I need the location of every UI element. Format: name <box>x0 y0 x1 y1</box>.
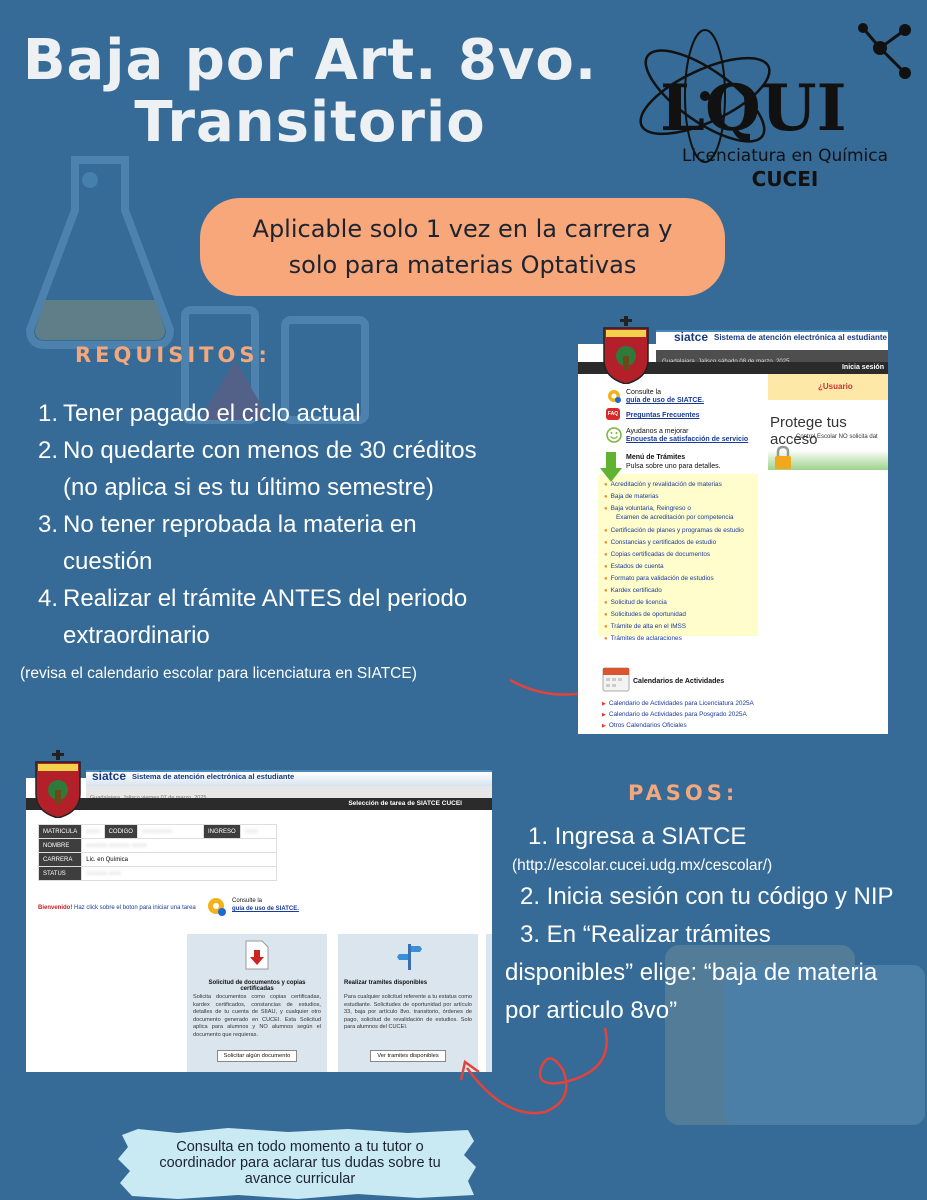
smiley-icon <box>606 427 622 443</box>
calendar-link[interactable]: ▶ Calendario de Actividades para Posgrado 2025A <box>602 710 747 720</box>
requirement-text: No tener reprobada la materia en <box>63 511 417 538</box>
student-info-table: MATRICULA 0000 CODIGO 000000000 INGRESO 0000 NOMBRE xxxxxxx xxxxxxx xxxxx CARRERA Lic. en Química STATUS xxxxxxx xxxx <box>38 824 277 881</box>
siatce-home-screenshot <box>578 306 888 734</box>
menu-item[interactable]: ● Baja de materias <box>604 492 659 502</box>
guide-link[interactable]: guía de uso de SIATCE. <box>232 906 299 912</box>
flask-decoration-icon <box>20 150 180 350</box>
tutor-note <box>140 1139 460 1187</box>
faq-icon <box>606 408 620 420</box>
siatce-logo: siatce <box>92 769 127 783</box>
menu-item[interactable]: ● Constancias y certificados de estudio <box>604 538 716 548</box>
title-line-2: Transitorio <box>134 90 486 155</box>
siatce-url: (http://escolar.cucei.udg.mx/cescolar/) <box>512 857 773 874</box>
requirement-text: extraordinario <box>63 622 210 649</box>
requirements-heading: REQUISITOS: <box>75 343 271 367</box>
requirement-text: No quedarte con menos de 30 créditos <box>63 437 477 464</box>
protect-heading: Protege tus acceso <box>770 414 847 448</box>
guide-link[interactable]: guía de uso de SIATCE. <box>626 397 705 404</box>
siatce-system-name: Sistema de atención electrónica al estudiante <box>714 333 887 342</box>
faq-link[interactable]: Preguntas Frecuentes <box>626 412 700 419</box>
calendar-note: (revisa el calendario escolar para licenciatura en SIATCE) <box>20 665 417 682</box>
down-arrow-icon <box>600 452 622 482</box>
menu-subtitle: Pulsa sobre uno para detalles. <box>626 463 721 470</box>
protect-subtext: Control Escolar NO solicita dat <box>796 434 878 440</box>
menu-item[interactable]: ● Baja voluntaria, Reingreso o <box>604 504 691 514</box>
calendar-icon <box>602 664 630 692</box>
card-body: Para cualquier solicitud referente a tu estatus como estudiante. Solicitudes de oportunidad por artículo 33, baja por artículo 8vo. transitorio, órdenes de pago, solicitud de revalidación de estudios. Solo para alumnos del CUCEI. <box>344 994 472 1030</box>
logo-subtitle: Licenciatura en Química <box>681 146 889 166</box>
label-carrera: CARRERA <box>39 853 82 867</box>
steps-heading: PASOS: <box>628 781 739 805</box>
menu-item[interactable]: ● Solicitud de licencia <box>604 598 667 608</box>
requirement-item <box>38 506 568 580</box>
step-3-line-1: 3. En “Realizar trámites <box>520 921 771 948</box>
menu-item[interactable]: ● Kardex certificado <box>604 586 662 596</box>
card-body: Solicita documentos como copias certificadas, kardex certificados, constancias de estudios, detalles de tu cuenta de SIIAU, y cualquier otro documento generado en CUCEI. Esta Solicitud aplica para alumnos y NO alumnos según el documento que requieras. <box>193 994 321 1038</box>
logo-name: LQUI <box>660 71 847 146</box>
menu-item[interactable]: ● Trámite de alta en el IMSS <box>604 622 686 632</box>
step-2: 2. Inicia sesión con tu código y NIP <box>520 883 894 910</box>
gear-icon <box>206 896 228 918</box>
welcome-bold: Bienvenido! <box>38 905 73 911</box>
calendar-title: Calendarios de Actividades <box>633 678 725 685</box>
note-line-1: Consulta en todo momento a tu tutor o <box>176 1139 424 1155</box>
guide-prefix: Consulte la <box>232 898 263 904</box>
step-3-line-3: por articulo 8vo” <box>505 997 678 1024</box>
title-line-1: Baja por Art. 8vo. <box>22 28 598 93</box>
faq-badge: FAQ <box>607 411 619 417</box>
menu-item[interactable]: ● Estados de cuenta <box>604 562 664 572</box>
gear-icon <box>606 388 622 404</box>
requirement-number: 3. <box>38 511 59 538</box>
pill-line-1: Aplicable solo 1 vez en la carrera y <box>252 215 673 243</box>
label-matricula: MATRICULA <box>39 825 82 839</box>
menu-item[interactable]: ● Copias certificadas de documentos <box>604 550 710 560</box>
udg-shield-icon <box>32 750 84 818</box>
requirement-number: 2. <box>38 437 59 464</box>
applicability-pill <box>200 198 725 296</box>
label-codigo: CODIGO <box>104 825 137 839</box>
signpost-icon <box>396 940 422 970</box>
pill-line-2: solo para materias Optativas <box>288 251 637 279</box>
calendar-link[interactable]: ▶ Calendario de Actividades para Licenciatura 2025A <box>602 699 754 709</box>
menu-item[interactable]: ● Formato para validación de estudios <box>604 574 714 584</box>
requirement-number: 1. <box>38 400 59 427</box>
step-3-line-2: disponibles” elige: “baja de materia <box>505 959 878 986</box>
carrera-value: Lic. en Química <box>82 853 276 867</box>
label-nombre: NOMBRE <box>39 839 82 853</box>
guide-prefix: Consulte la <box>626 389 662 396</box>
view-tramites-button[interactable]: Ver tramites disponibles <box>370 1050 446 1062</box>
logo-institution: CUCEI <box>751 167 819 191</box>
welcome-message <box>38 905 196 911</box>
menu-item[interactable]: ● Certificación de planes y programas de estudio <box>604 526 744 536</box>
siatce-tasks-screenshot <box>26 748 492 1072</box>
calendar-link[interactable]: ▶ Otros Calendarios Oficiales <box>602 721 687 731</box>
requirement-item <box>38 395 568 432</box>
card-title: Solicitud de documentos y copias certificadas <box>208 980 306 992</box>
arrow-to-button-icon <box>455 1020 615 1120</box>
requirement-text: Realizar el trámite ANTES del periodo <box>63 585 468 612</box>
lock-icon <box>773 446 793 470</box>
label-status: STATUS <box>39 867 82 881</box>
requirement-item <box>38 580 568 654</box>
requirement-text: Tener pagado el ciclo actual <box>63 400 361 427</box>
document-download-icon <box>245 940 269 970</box>
page-title <box>20 30 600 154</box>
udg-shield-icon <box>600 316 652 384</box>
note-line-3: avance curricular <box>244 1171 356 1187</box>
siatce-system-name: Sistema de atención electrónica al estudiante <box>132 772 295 781</box>
request-document-button[interactable]: Solicitar algún documento <box>217 1050 297 1062</box>
requirements-list <box>38 395 568 654</box>
requirement-text: cuestión <box>63 548 153 575</box>
menu-item[interactable]: ● Acreditación y revalidación de materias <box>604 480 722 490</box>
help-prefix: Ayudanos a mejorar <box>626 428 689 435</box>
menu-item-continuation[interactable]: Examen de acreditación por competencia <box>616 514 734 521</box>
requirement-number: 4. <box>38 585 59 612</box>
welcome-text: Haz click sobre el boton para iniciar una tarea <box>74 905 196 911</box>
menu-item[interactable]: ● Solicitudes de oportunidad <box>604 610 686 620</box>
menu-title: Menú de Trámites <box>626 454 686 461</box>
requirement-text: (no aplica si es tu último semestre) <box>63 474 434 501</box>
menu-item[interactable]: ● Trámites de aclaraciones <box>604 634 682 644</box>
note-line-2: coordinador para aclarar tus dudas sobre tu <box>159 1155 441 1171</box>
requirement-item <box>38 432 568 506</box>
documents-card <box>187 934 327 1072</box>
siatce-logo: siatce <box>674 330 709 344</box>
label-ingreso: INGRESO <box>203 825 240 839</box>
task-bar-title: Selección de tarea de SIATCE CUCEI <box>348 800 462 807</box>
card-title: Realizar tramites disponibles <box>344 980 428 986</box>
step-1: 1. Ingresa a SIATCE <box>528 823 747 850</box>
login-link[interactable]: Inicia sesión <box>841 364 884 371</box>
user-alert: ¿Usuario <box>818 382 853 391</box>
survey-link[interactable]: Encuesta de satisfacción de servicio <box>626 436 749 443</box>
